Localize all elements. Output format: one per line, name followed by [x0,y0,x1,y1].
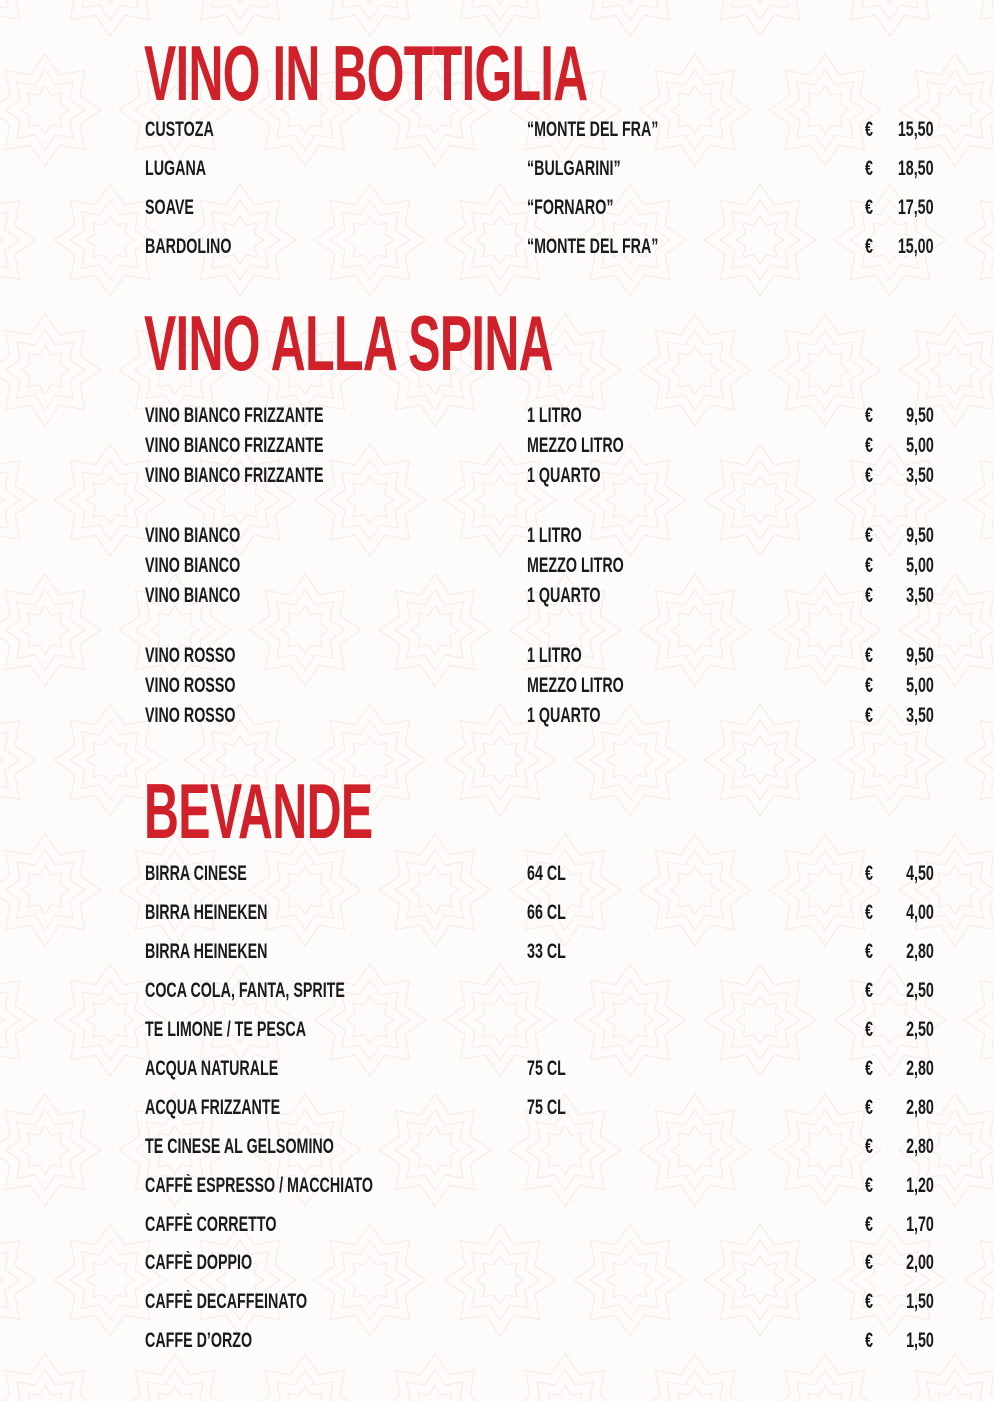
item-price: 9,50 [906,524,934,547]
item-size: 1 QUARTO [527,584,601,607]
menu-item-row [0,404,994,428]
currency-symbol: € [865,704,873,727]
currency-symbol: € [865,235,873,258]
item-price: 5,00 [906,554,934,577]
currency-symbol: € [865,862,873,885]
currency-symbol: € [865,584,873,607]
menu-item-row [0,862,994,886]
menu-item-row [0,118,994,142]
item-price: 3,50 [906,464,934,487]
section-title-bevande: BEVANDE [144,767,373,855]
item-size: 33 CL [527,940,566,963]
item-size: 1 LITRO [527,644,582,667]
item-size: “MONTE DEL FRA” [527,118,659,141]
section-title-vino-in-bottiglia: VINO IN BOTTIGLIA [144,29,588,117]
menu-item-row [0,1096,994,1120]
item-price: 5,00 [906,434,934,457]
item-price: 15,50 [898,118,934,141]
item-name: ACQUA FRIZZANTE [145,1096,281,1119]
item-size: MEZZO LITRO [527,554,624,577]
menu-item-row [0,1213,994,1237]
item-size: MEZZO LITRO [527,674,624,697]
currency-symbol: € [865,196,873,219]
item-name: CAFFE D’ORZO [145,1329,253,1352]
item-size: 75 CL [527,1057,566,1080]
currency-symbol: € [865,1057,873,1080]
currency-symbol: € [865,979,873,1002]
menu-item-row [0,1135,994,1159]
item-size: 66 CL [527,901,566,924]
item-name: VINO ROSSO [145,644,236,667]
item-price: 2,50 [906,1018,934,1041]
item-name: VINO BIANCO [145,554,241,577]
item-name: CAFFÈ DOPPIO [145,1251,253,1274]
currency-symbol: € [865,464,873,487]
item-price: 18,50 [898,157,934,180]
item-size: “FORNARO” [527,196,614,219]
item-name: LUGANA [145,157,207,180]
menu-item-row [0,1174,994,1198]
item-price: 9,50 [906,644,934,667]
currency-symbol: € [865,1135,873,1158]
item-size: “MONTE DEL FRA” [527,235,659,258]
section-title-vino-alla-spina: VINO ALLA SPINA [144,299,553,387]
currency-symbol: € [865,118,873,141]
item-size: 1 LITRO [527,404,582,427]
currency-symbol: € [865,524,873,547]
currency-symbol: € [865,157,873,180]
item-size: 1 LITRO [527,524,582,547]
item-name: CAFFÈ CORRETTO [145,1213,277,1236]
item-size: 1 QUARTO [527,464,601,487]
item-price: 15,00 [898,235,934,258]
item-name: TE LIMONE / TE PESCA [145,1018,307,1041]
currency-symbol: € [865,674,873,697]
currency-symbol: € [865,434,873,457]
currency-symbol: € [865,901,873,924]
item-name: COCA COLA, FANTA, SPRITE [145,979,345,1002]
menu-item-row [0,554,994,578]
item-price: 1,50 [906,1329,934,1352]
item-size: 64 CL [527,862,566,885]
item-price: 4,50 [906,862,934,885]
item-price: 2,50 [906,979,934,1002]
item-price: 9,50 [906,404,934,427]
item-price: 2,80 [906,1057,934,1080]
item-name: VINO ROSSO [145,704,236,727]
currency-symbol: € [865,1329,873,1352]
currency-symbol: € [865,940,873,963]
menu-item-row [0,196,994,220]
menu-item-row [0,644,994,668]
item-price: 3,50 [906,704,934,727]
item-price: 4,00 [906,901,934,924]
item-name: BARDOLINO [145,235,232,258]
item-price: 3,50 [906,584,934,607]
item-size: 75 CL [527,1096,566,1119]
menu-item-row [0,235,994,259]
item-price: 2,80 [906,940,934,963]
menu-item-row [0,157,994,181]
menu-item-row [0,434,994,458]
currency-symbol: € [865,1290,873,1313]
menu-item-row [0,1057,994,1081]
item-name: BIRRA CINESE [145,862,247,885]
menu-item-row [0,1290,994,1314]
item-name: VINO BIANCO FRIZZANTE [145,464,324,487]
item-name: VINO BIANCO FRIZZANTE [145,434,324,457]
item-name: SOAVE [145,196,194,219]
item-size: MEZZO LITRO [527,434,624,457]
item-name: TE CINESE AL GELSOMINO [145,1135,334,1158]
item-price: 1,20 [906,1174,934,1197]
menu-item-row [0,674,994,698]
item-name: CAFFÈ DECAFFEINATO [145,1290,308,1313]
item-size: 1 QUARTO [527,704,601,727]
menu-item-row [0,704,994,728]
item-name: CUSTOZA [145,118,214,141]
currency-symbol: € [865,1174,873,1197]
currency-symbol: € [865,554,873,577]
item-price: 17,50 [898,196,934,219]
item-price: 2,80 [906,1135,934,1158]
currency-symbol: € [865,1018,873,1041]
item-price: 1,50 [906,1290,934,1313]
menu-item-row [0,901,994,925]
item-name: BIRRA HEINEKEN [145,940,268,963]
menu-item-row [0,1251,994,1275]
item-name: ACQUA NATURALE [145,1057,279,1080]
item-size: “BULGARINI” [527,157,621,180]
currency-symbol: € [865,404,873,427]
currency-symbol: € [865,1213,873,1236]
item-price: 5,00 [906,674,934,697]
item-name: VINO BIANCO FRIZZANTE [145,404,324,427]
item-name: VINO ROSSO [145,674,236,697]
menu-item-row [0,1018,994,1042]
currency-symbol: € [865,644,873,667]
item-name: CAFFÈ ESPRESSO / MACCHIATO [145,1174,373,1197]
menu-item-row [0,979,994,1003]
menu-item-row [0,584,994,608]
item-name: VINO BIANCO [145,584,241,607]
item-price: 1,70 [906,1213,934,1236]
item-price: 2,80 [906,1096,934,1119]
currency-symbol: € [865,1096,873,1119]
menu-item-row [0,1329,994,1353]
menu-item-row [0,464,994,488]
item-name: BIRRA HEINEKEN [145,901,268,924]
currency-symbol: € [865,1251,873,1274]
menu-item-row [0,940,994,964]
menu-item-row [0,524,994,548]
item-name: VINO BIANCO [145,524,241,547]
item-price: 2,00 [906,1251,934,1274]
